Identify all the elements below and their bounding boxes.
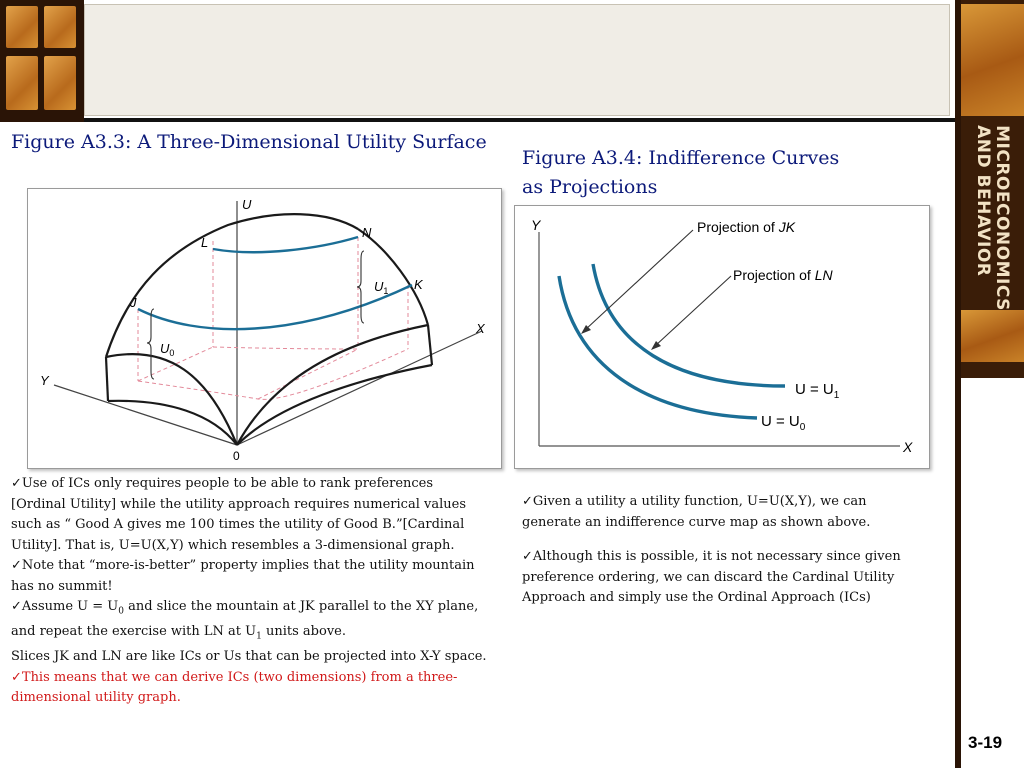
figure-a33-title: Figure A3.3: A Three-Dimensional Utility Surface <box>11 131 487 153</box>
header-divider <box>84 118 960 122</box>
right-paragraph-1: ✓Given a utility a utility function, U=U(X,Y), we can generate an indifference curve map as shown above. <box>522 494 871 530</box>
x-axis-label: X <box>903 439 913 455</box>
right-body-text <box>522 492 917 609</box>
indifference-curves-graphic <box>515 206 929 468</box>
figure-a34-title-line2: as Projections <box>522 176 658 198</box>
u1-label: $U_1$ <box>374 279 389 296</box>
book-title-text: MICROECONOMICS AND BEHAVIOR <box>973 125 1012 311</box>
u0-label: $U_0$ <box>160 341 175 358</box>
point-j-label: J <box>130 295 137 310</box>
page-number: 3-19 <box>968 733 1003 752</box>
left-paragraph-5: ✓This means that we can derive ICs (two dimensions) from a three-dimensional utility graph. <box>11 669 458 706</box>
left-paragraph-4: Slices JK and LN are like ICs or Us that can be projected into X-Y space. <box>11 649 487 665</box>
book-title-vertical <box>962 125 1022 311</box>
point-k-label: K <box>414 277 423 292</box>
left-paragraph-1: ✓Use of ICs only requires people to be able to rank preferences [Ordinal Utility] while the utility approach requires numerical values such as “ Good A gives me 100 times the utility of Good B.”[Cardinal Utility]. That is, U=U(X,Y) which resembles a 3-dimensional graph. <box>11 476 466 553</box>
header-wood-decoration <box>0 0 84 122</box>
projection-ln-label: Projection of LN <box>733 267 833 283</box>
y-axis-label: Y <box>40 373 49 388</box>
curve-u1-label: $U = U_1$ <box>795 381 840 401</box>
left-paragraph-3: ✓Assume $U = U_0$ and slice the mountain at JK parallel to the XY plane, and repeat the exercise with LN at $U_1$ units above. <box>11 599 479 642</box>
right-paragraph-2: ✓Although this is possible, it is not necessary since given preference ordering, we can discard the Cardinal Utility Approach and simply use the Ordinal Approach (ICs) <box>522 549 901 605</box>
left-body-text <box>11 474 491 709</box>
figure-a34-title-line1: Figure A3.4: Indifference Curves <box>522 147 840 169</box>
u-axis-label: U <box>242 197 252 212</box>
sidebar-wood-tile-top <box>960 4 1024 116</box>
x-axis-label: X <box>476 321 485 336</box>
figure-a34-title <box>522 144 922 202</box>
figure-a33-utility-surface <box>27 188 502 469</box>
origin-label: 0 <box>233 449 240 463</box>
sidebar-divider <box>955 0 961 768</box>
left-paragraph-2: ✓Note that “more-is-better” property implies that the utility mountain has no summit! <box>11 558 475 594</box>
header-title-panel <box>84 4 950 116</box>
point-l-label: L <box>201 235 209 250</box>
projection-jk-label: Projection of JK <box>697 219 796 235</box>
utility-surface-graphic <box>28 189 501 468</box>
figure-a34-indifference-curves <box>514 205 930 469</box>
curve-u0-label: $U = U_0$ <box>761 413 806 433</box>
point-n-label: N <box>362 225 372 240</box>
sidebar-wood-tile-bottom <box>960 310 1024 362</box>
y-axis-label: Y <box>531 217 541 233</box>
